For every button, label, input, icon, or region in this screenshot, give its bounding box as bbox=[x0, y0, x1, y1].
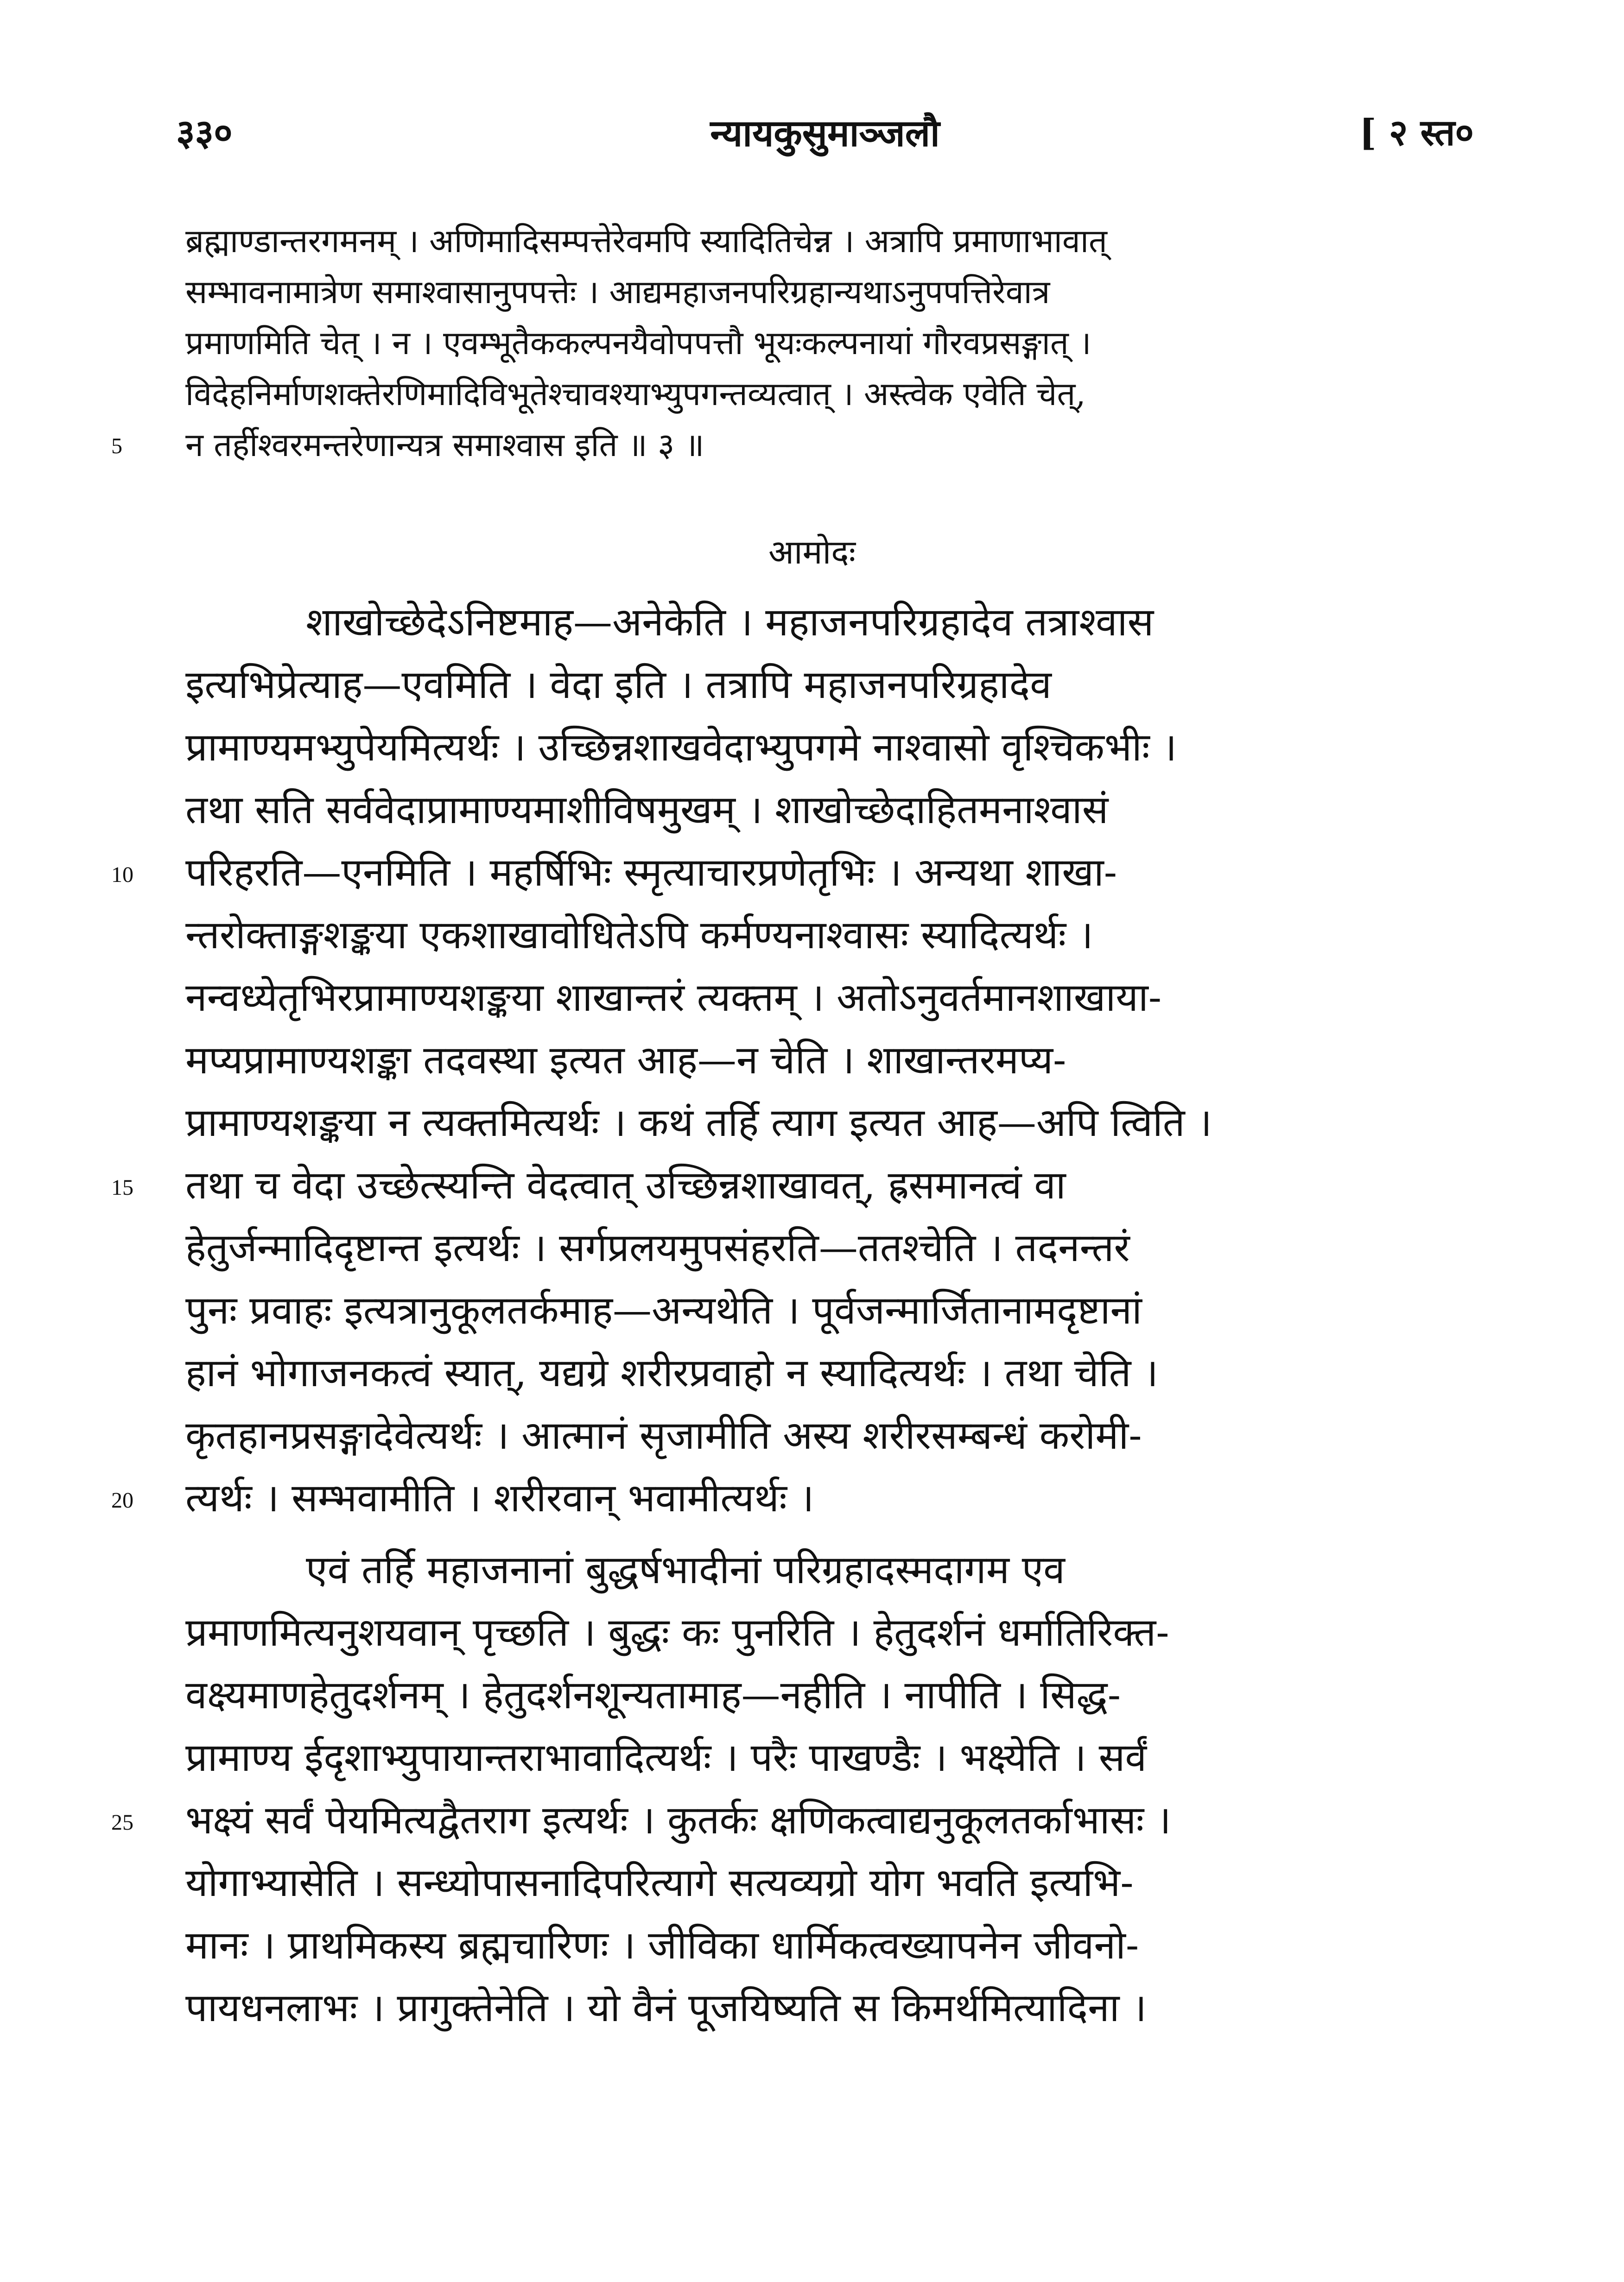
line-number: 25 bbox=[111, 1810, 133, 1835]
commentary-line: प्रामाण्य ईदृशाभ्युपायान्तराभावादित्यर्थः । परैः पाखण्डैः । भक्ष्येति । सर्वं bbox=[185, 1735, 1147, 1780]
commentary-line: एवं तर्हि महाजनानां बुद्धर्षभादीनां परिग्रहादस्मदागम एव bbox=[306, 1547, 1065, 1592]
commentary-line: योगाभ्यासेति । सन्ध्योपासनादिपरित्यागे सत्यव्यग्रो योग भवति इत्यभि- bbox=[185, 1860, 1134, 1905]
running-header bbox=[176, 107, 1474, 167]
commentary-line: हानं भोगाजनकत्वं स्यात्, यद्यग्रे शरीरप्रवाहो न स्यादित्यर्थः । तथा चेति । bbox=[185, 1350, 1159, 1395]
commentary-line: शाखोच्छेदेऽनिष्टमाह—अनेकेति । महाजनपरिग्रहादेव तत्राश्वास bbox=[306, 599, 1154, 645]
commentary-line: नन्वध्येतृभिरप्रामाण्यशङ्कया शाखान्तरं त्यक्तम् । अतोऽनुवर्तमानशाखाया- bbox=[185, 975, 1162, 1020]
line-number: 20 bbox=[111, 1488, 133, 1513]
page-title: न्यायकुसुमाञ्जलौ bbox=[710, 111, 940, 155]
mula-line: प्रमाणमिति चेत् । न । एवम्भूतैककल्पनयैवोपपत्तौ भूयःकल्पनायां गौरवप्रसङ्गात् । bbox=[185, 324, 1091, 362]
commentary-line: तथा सति सर्ववेदाप्रामाण्यमाशीविषमुखम् । शाखोच्छेदाहितमनाश्वासं bbox=[185, 787, 1109, 832]
commentary-line: त्यर्थः । सम्भवामीति । शरीरवान् भवामीत्यर्थः । bbox=[185, 1475, 814, 1521]
commentary-line: पुनः प्रवाहः इत्यत्रानुकूलतर्कमाह—अन्यथेति । पूर्वजन्मार्जितानामदृष्टानां bbox=[185, 1287, 1142, 1333]
commentary-line: इत्यभिप्रेत्याह—एवमिति । वेदा इति । तत्रापि महाजनपरिग्रहादेव bbox=[185, 662, 1052, 707]
commentary-line: मप्यप्रामाण्यशङ्का तदवस्था इत्यत आह—न चेति । शाखान्तरमप्य- bbox=[185, 1037, 1066, 1083]
page-number: ३३० bbox=[176, 112, 233, 154]
section-heading: आमोदः bbox=[768, 532, 856, 571]
line-number: 5 bbox=[111, 434, 122, 458]
mula-line: सम्भावनामात्रेण समाश्वासानुपपत्तेः । आद्यमहाजनपरिग्रहान्यथाऽनुपपत्तिरेवात्र bbox=[185, 273, 1050, 311]
commentary-line: प्रमाणमित्यनुशयवान् पृच्छति । बुद्धः कः पुनरिति । हेतुदर्शनं धर्मातिरिक्त- bbox=[185, 1610, 1169, 1655]
commentary-line: प्रामाण्यशङ्कया न त्यक्तमित्यर्थः । कथं तर्हि त्याग इत्यत आह—अपि त्विति । bbox=[185, 1100, 1212, 1145]
commentary-line: भक्ष्यं सर्वं पेयमित्यद्वैतराग इत्यर्थः । कुतर्कः क्षणिकत्वाद्यनुकूलतर्काभासः । bbox=[185, 1797, 1171, 1843]
commentary-line: प्रामाण्यमभ्युपेयमित्यर्थः । उच्छिन्नशाखवेदाभ्युपगमे नाश्वासो वृश्चिकभीः । bbox=[185, 724, 1177, 770]
line-number: 10 bbox=[111, 862, 133, 887]
mula-line: विदेहनिर्माणशक्तेरणिमादिविभूतेश्चावश्याभ्युपगन्तव्यत्वात् । अस्त्वेक एवेति चेत्, bbox=[185, 375, 1086, 413]
commentary-line: तथा च वेदा उच्छेत्स्यन्ति वेदत्वात् उच्छिन्नशाखावत्, ह्रसमानत्वं वा bbox=[185, 1162, 1066, 1208]
mula-line: न तर्हीश्वरमन्तरेणान्यत्र समाश्वास इति ॥ ३ ॥ bbox=[185, 426, 704, 464]
commentary-line: पायधनलाभः । प्रागुक्तेनेति । यो वैनं पूजयिष्यति स किमर्थमित्यादिना । bbox=[185, 1985, 1147, 2030]
commentary-line: कृतहानप्रसङ्गादेवेत्यर्थः । आत्मानं सृजामीति अस्य शरीरसम्बन्धं करोमी- bbox=[185, 1413, 1142, 1458]
commentary-line: वक्ष्यमाणहेतुदर्शनम् । हेतुदर्शनशून्यतामाह—नहीति । नापीति । सिद्ध- bbox=[185, 1672, 1121, 1718]
commentary-line: परिहरति—एनमिति । महर्षिभिः स्मृत्याचारप्रणेतृभिः । अन्यथा शाखा- bbox=[185, 849, 1117, 895]
commentary-line: हेतुर्जन्मादिदृष्टान्त इत्यर्थः । सर्गप्रलयमुपसंहरति—ततश्चेति । तदनन्तरं bbox=[185, 1225, 1130, 1270]
commentary-line: न्तरोक्ताङ्गशङ्कया एकशाखावोधितेऽपि कर्मण्यनाश्वासः स्यादित्यर्थः । bbox=[185, 912, 1093, 957]
mula-line: ब्रह्माण्डान्तरगमनम् । अणिमादिसम्पत्तेरेवमपि स्यादितिचेन्न । अत्रापि प्रमाणाभावात् bbox=[185, 222, 1107, 260]
line-number: 15 bbox=[111, 1175, 133, 1200]
section-marker: [ २ स्त० bbox=[1359, 112, 1474, 154]
commentary-line: मानः । प्राथमिकस्य ब्रह्मचारिणः । जीविका धार्मिकत्वख्यापनेन जीवनो- bbox=[185, 1922, 1139, 1968]
